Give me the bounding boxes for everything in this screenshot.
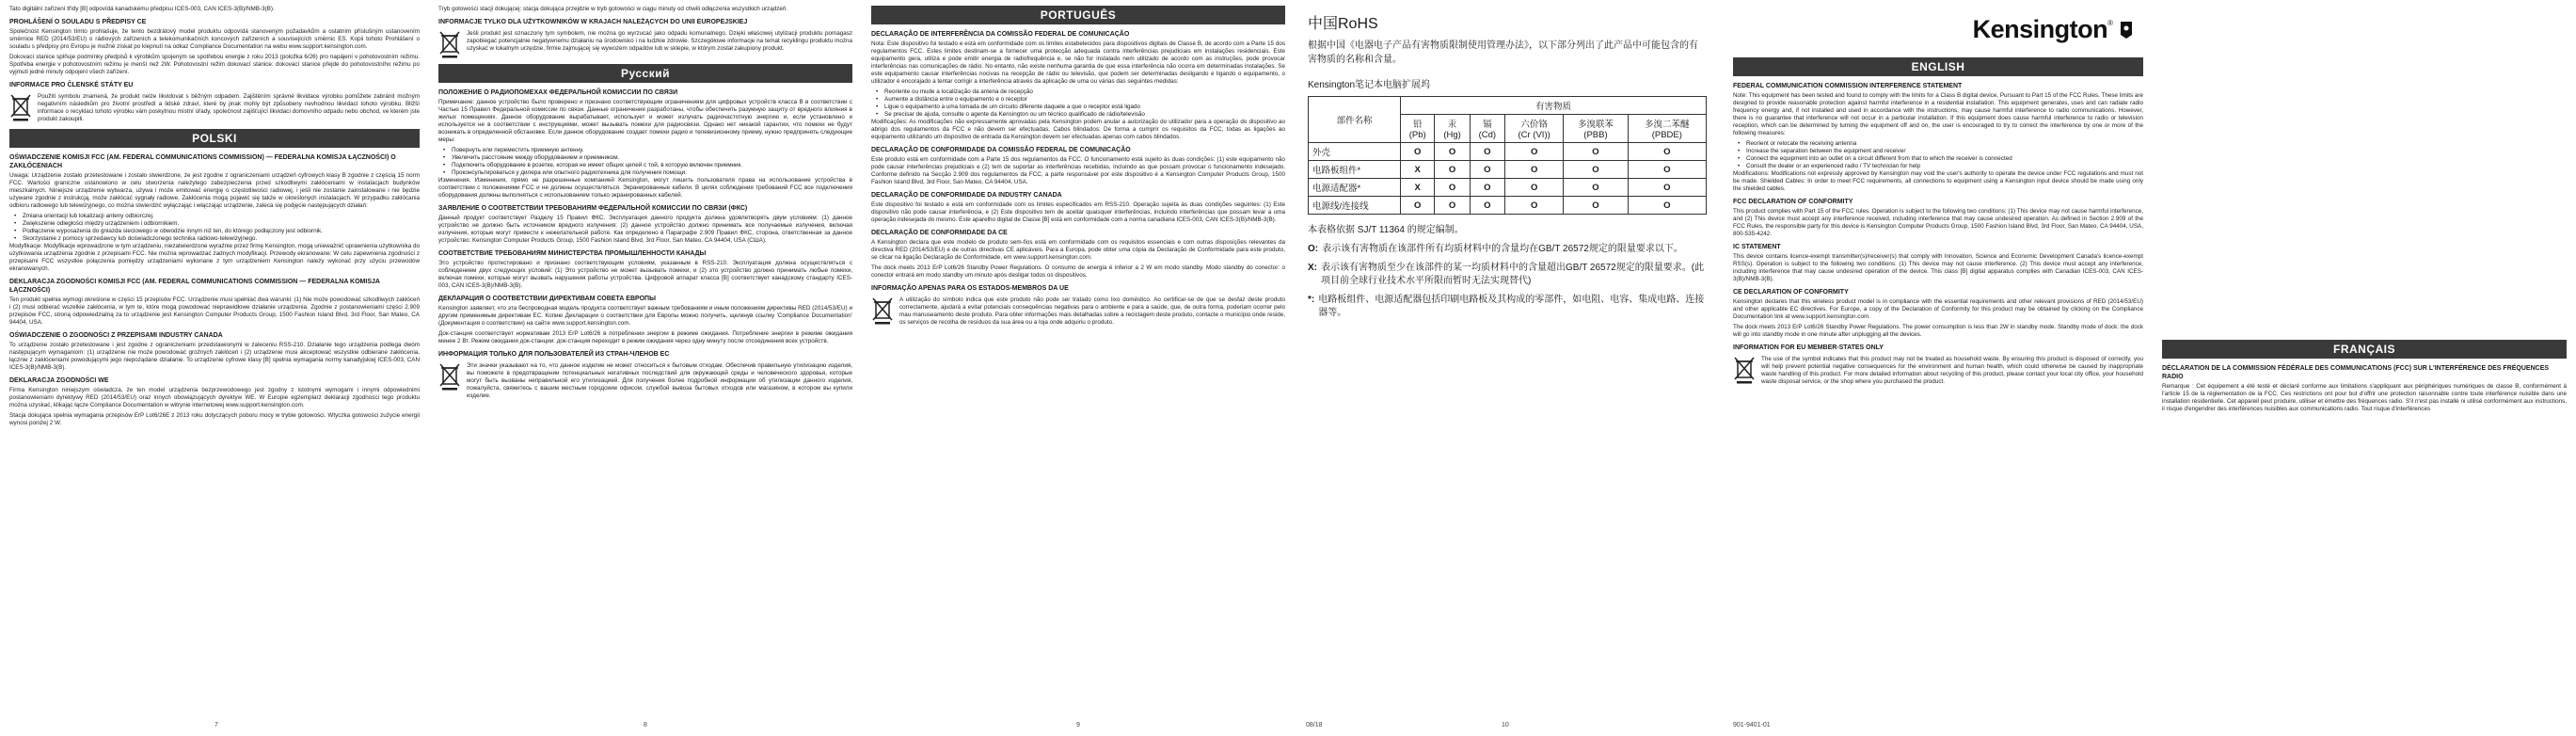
ic-heading: OŚWIADCZENIE O ZGODNOŚCI Z PRZEPISAMI INDUSTRY CANADA <box>9 332 223 339</box>
rohs-note-key: O: <box>1308 244 1319 254</box>
rohs-cell: O <box>1564 179 1628 197</box>
fcc-text: Nota: Este dispositivo foi testado e está em conformidade com os limites estabelecidos para dispositivos digitais de Classe B, de acordo com a Parte 15 dos regulamentos FCC. Estes limites destinam-se a fornecer uma protecção adequada contra interferências prejudiciais em instalações residenciais. Este equipamento gera, utiliza e pode emitir energia de radiofrequência e, se não for instalado nem utilizado de acordo com as instruções, pode provocar interferências nas comunicações de rádio. No entanto, não existe nenhuma garantia de que essa interferência não ocorra em determinadas instalações. Se este equipamento causar interferências nocivas na recepção de rádio ou televisão, que podem ser determinadas desligando e ligando o equipamento, o utilizador é encorajado a tentar corrigir a interferência através da aplicação de uma ou várias das seguintes medidas: <box>871 40 1285 85</box>
standby-text: Tryb gotowości stacji dokującej: stacja dokująca przejdzie w tryb gotowości w ciągu minuty od chwili odłączenia wszystkich urządzeń. <box>438 6 788 12</box>
rohs-part-name: 外壳 <box>1309 143 1401 161</box>
section-banner-russian: Русский <box>438 64 852 83</box>
rohs-col-group: 有害物质 <box>1401 97 1707 115</box>
weee-block <box>438 30 852 58</box>
fcc-text: Uwaga: Urządzenie zostało przetestowane i zostało stwierdzone, że jest zgodne z ograniczeniami urządzeń cyfrowych klasy B zgodnie z częścią 15 norm FCC. Wartości graniczne ustanowiono w celu stworzenia należytego zabezpieczenia przed szkodliwymi zakłóceniami w instalacjach budynków mieszkalnych. Niniejsze urządzenie wytwarza, używa i może emitować energię o częstotliwości radiowej, i jeśli nie zostanie zainstalowane i nie będzie używane zgodnie z instrukcją, może zakłócać sygnały radiowe. Zakłócenia mogą pojawić się także w określonych instalacjach. W przypadku zakłócania odbioru radiowego lub telewizyjnego, co można stwierdzić wyłączając i włączając urządzenie, zaleca się podjęcie następujących działań: <box>9 172 420 209</box>
ce-doc-text: A Kensington declara que este modelo de produto sem-fios está em conformidade com os requisitos essenciais e com outras disposições relevantes da directiva RED (2014/53/EU) e de outras directivas CE aplicáveis. Para a Europa, pode obter uma cópia da Declaração de Conformidade para este produto, se clicar na ligação Declaração de Conformidade, em www.support.kensington.com. <box>871 239 1285 261</box>
ce-doc-text: Firma Kensington niniejszym oświadcza, że ten model urządzenia bezprzewodowego jest zgodny z istotnymi wymogami i innymi odpowiednimi postanowieniami dyrektywy RED (2014/53/EU) oraz innych obowiązujących dyrektyw WE. W Europie egzemplarz deklaracji zgodności tego produktu można uzyskać, klikając łącze Compliance Documentation w witrynie internetowej www.support.kensington.com. <box>9 387 420 408</box>
ce-doc-text: Kensington declares that this wireless product model is in compliance with the essential requirements and other relevant provisions of RED (2014/53/EU) and other applicable EC directives. For Europe, a copy of the Declaration of Conformity for this product may be obtained by clicking on the Compliance Documentation link at www.support.kensington.com. <box>1733 298 2143 320</box>
page-french <box>2153 0 2576 736</box>
ic-heading: DECLARAÇÃO DE CONFORMIDADE DA INDUSTRY CANADA <box>871 192 1062 199</box>
rohs-cell: O <box>1470 197 1504 215</box>
rohs-col-substance: 多溴二苯醚 (PBDE) <box>1628 115 1706 143</box>
modifications-text: Изменения. Изменения, прямо не разрешенные компанией Kensington, могут лишить пользователя права на использование устройства в соответствии с положениями FCC и не должны осуществляться. Экранированные кабели. В целях соблюдения требований FCC все подключения оборудования должны выполняться с использованием только экранированных кабелей. <box>438 177 852 199</box>
rohs-row <box>1309 197 1707 215</box>
rohs-product-name: Kensington笔记本电脑扩展坞 <box>1308 80 1431 90</box>
rohs-part-name: 电路板组件* <box>1309 161 1401 179</box>
fcc-heading: ПОЛОЖЕНИЕ О РАДИОПОМЕХАХ ФЕДЕРАЛЬНОЙ КОМИССИИ ПО СВЯЗИ <box>438 89 678 96</box>
page-number: 8 <box>644 722 647 728</box>
ce-text: Společnost Kensington tímto prohlašuje, že tento bezdrátový model produktu odpovídá stanoveným požadavkům a ostatním příslušným ustanovením směrnice RED (2014/53/EU) o rádiových zařízeních a telekomunikačních koncových zařízeních a souvisejících směrnic ES. Kopii tohoto Prohlášení o souladu s předpisy pro Evropu je možné získat po klepnutí na odkaz Compliance Documentation na webu www.support.kensington.com. <box>9 28 420 50</box>
rohs-cell: O <box>1564 197 1628 215</box>
page-number: 7 <box>215 722 218 728</box>
rohs-note-text: 表示该有害物质至少在该部件的某一均质材料中的含量超出GB/T 26572规定的限量要求。(此项目前全球行业技术水平所限而暂时无法实现替代) <box>1321 263 1705 286</box>
rohs-row <box>1309 179 1707 197</box>
rohs-cell: O <box>1504 161 1563 179</box>
rohs-cell: O <box>1470 179 1504 197</box>
ce-doc-heading: CE DECLARATION OF CONFORMITY <box>1733 289 1849 296</box>
rohs-note-key: X: <box>1308 263 1317 273</box>
ic-text: To urządzenie zostało przetestowane i jest zgodne z ograniczeniami przedstawionymi w zaleceniu RSS-210. Działanie tego urządzenia podlega dwóm następującym wymaganiom: (1) urządzenie nie może powodować groźnych zakłóceń i (2) urządzenie musi akceptować wszystkie odbierane zakłócenia, łącznie z zakłóceniami powodującymi jego niepożądane działanie. To urządzenie cyfrowe klasy [B] spełnia wymagania normy kanadyjskiej ICES-003, CAN ICES-3(B)/NMB-3(B). <box>9 342 420 371</box>
page-number: 10 <box>1502 722 1509 728</box>
modifications-text: Modifications: Modifications not expressly approved by Kensington may void the user's authority to operate the device under FCC regulations and must not be made. Shielded Cables: In order to meet FCC requirements, all connections to equipment using a Kensington input device should be made using only the shielded cables. <box>1733 170 2143 192</box>
rohs-cell: O <box>1435 161 1470 179</box>
ic-text: This device contains licence-exempt transmitter(s)/receiver(s) that comply with Innovation, Science and Economic Development Canada's licence-exempt RSS(s). Operation is subject to the following two conditions: (1) This device may not cause interference. (2) This device must accept any interference, including interference that may cause undesired operation of the device. This class [B] digital apparatus complies with Canadian ICES-003, CAN ICES-3(B)/NMB-3(B). <box>1733 253 2143 282</box>
rohs-row <box>1309 161 1707 179</box>
rohs-cell: O <box>1470 143 1504 161</box>
rohs-col-substance: 铅 (Pb) <box>1401 115 1435 143</box>
bullet-item: • Podłączenie wyposażenia do gniazda sieciowego w obwodzie innym niż ten, do którego podłączony jest odbiornik. <box>9 228 420 235</box>
kensington-lock-icon <box>2117 20 2136 40</box>
rohs-title: 中国RoHS <box>1308 16 1378 32</box>
fcc-heading: DECLARAÇÃO DE INTERFERÊNCIA DA COMISSÃO FEDERAL DE COMUNICAÇÃO <box>871 31 1130 38</box>
eu-only-heading: INFORMAÇÃO APENAS PARA OS ESTADOS-MEMBROS DA UE <box>871 285 1069 292</box>
print-date: 08/18 <box>1306 722 1323 728</box>
bullet-item: • Reoriente ou mude a localização da antena de recepção <box>871 88 1285 96</box>
rohs-cell: O <box>1564 143 1628 161</box>
rohs-note-standard: 本表格依据 SJ/T 11364 的规定编制。 <box>1308 225 1464 235</box>
erp-text: Док-станция соответствует нормативам 2013 ErP Lot6/26 в потреблении энергии в режиме ожидания. Потребление энергии в режиме ожидания менее 2 Вт. Режим ожидания док-станции: док-станция переходит в режим ожидания через одну минуту после отсоединения всех устройств. <box>438 330 852 344</box>
rohs-col-substance: 汞 (Hg) <box>1435 115 1470 143</box>
bullet-item: • Increase the separation between the equipment and receiver <box>1733 148 2143 155</box>
ce-doc-heading: ДЕКЛАРАЦИЯ О СООТВЕТСТВИИ ДИРЕКТИВАМ СОВЕТА ЕВРОПЫ <box>438 296 656 302</box>
rohs-cell: O <box>1628 179 1706 197</box>
rohs-intro: 根据中国《电器电子产品有害物质限制使用管理办法》，以下部分列出了此产品中可能包含的有害物质的名称和含量。 <box>1308 40 1698 65</box>
weee-text: Použití symbolu znamená, že produkt nelze likvidovat s běžným odpadem. Zajištěním správné likvidace výrobku pomůžete zabránit možným negativním následkům pro životní prostředí a lidské zdraví, které by jinak mohly být způsobeny nevhodnou likvidací tohoto výrobku. Bližší informace o recyklaci tohoto výrobku vám poskytnou místní úřady, společnost zajišťující likvidaci domovního odpadu nebo obchod, ve kterém jste produkt zakoupili. <box>38 93 420 122</box>
page-8 <box>429 0 862 736</box>
page-10 <box>1295 0 1724 736</box>
rohs-note-o <box>1308 243 1707 256</box>
rohs-cell: O <box>1401 143 1435 161</box>
fcc-doc-text: Ten produkt spełnia wymogi określone w części 15 przepisów FCC. Urządzenie musi spełniać dwa warunki: (1) Nie może powodować szkodliwych zakłóceń i (2) musi odbierać wszelkie zakłócenia, w tym te, które mogą powodować nieprawidłowe działanie urządzenia. Zgodnie z postanowieniami części 2.909 przepisów FCC, stroną odpowiedzialną za to urządzenie jest Kensington Computer Products Group, 1500 Fashion Island Blvd, 3rd Floor, San Mateo, CA 94404, USA. <box>9 296 420 326</box>
weee-bin-icon <box>1733 356 1756 384</box>
bullet-item: • Zmiana orientacji lub lokalizacji anteny odbiorczej. <box>9 213 420 220</box>
rohs-cell: O <box>1435 179 1470 197</box>
bullet-item: • Reorient or relocate the receiving antenna <box>1733 140 2143 148</box>
ic-text: Это устройство протестировано и признано соответствующим условиям, указанным в RSS-210. Эксплуатация должна осуществляться с соблюдением двух следующих условий: (1) Это устройство не может вызывать помехи, и (2) это устройство должно принимать любые помехи, включая помехи, которые могут вызвать нарушения работы устройства. Цифровой аппарат класса [B] соответствует канадскому стандарту ICES-003, CAN ICES-3(B)/NMB-3(B). <box>438 260 852 289</box>
ce-heading: PROHLÁŠENÍ O SOULADU S PŘEDPISY CE <box>9 19 147 25</box>
weee-bin-icon <box>9 93 32 121</box>
modifications-text: Modyfikacje: Modyfikacje wprowadzone w tym urządzeniu, niezatwierdzone wyraźnie przez firmę Kensington, mogą unieważnić uprawnienia użytkownika do użytkowania urządzenia zgodnie z przepisami FCC. Nie można wprowadzać żadnych modyfikacji. Przewody ekranowane: W celu zapewnienia zgodności z przepisami FCC wszystkie połączenia pomiędzy urządzeniami wykonane z tym urządzeniem Kensington należy wykonać przy użyciu przewodów ekranowanych. <box>9 243 420 272</box>
ce-doc-heading: DECLARAÇÃO DE CONFORMIDADE DA CE <box>871 230 1008 236</box>
bullet-item: • Ligue o equipamento a uma tomada de um circuito diferente daquele a que o receptor está ligado <box>871 104 1285 111</box>
page-number: 9 <box>1076 722 1080 728</box>
fcc-doc-text: Данный продукт соответствует Разделу 15 Правил ФКС. Эксплуатация данного продукта должна удовлетворять двум условиям: (1) данное устройство не должно быть источником вредного излучения; (2) данное устройство должно принимать все получаемые излучения, включая излучения, которые могут привести к нежелательной работе. Как определено в Параграфе 2.909 Правил ФКС, сторона, ответственная за данное устройство: Kensington Computer Products Group, 1500 Fashion Island Blvd, 3rd Floor, San Mateo, CA 94404, USA (США). <box>438 215 852 244</box>
rohs-cell: O <box>1435 197 1470 215</box>
fcc-doc-heading: FCC DECLARATION OF CONFORMITY <box>1733 199 1853 205</box>
rohs-note-key: *: <box>1308 295 1315 305</box>
rohs-cell: X <box>1401 179 1435 197</box>
kensington-logo <box>1733 15 2136 44</box>
weee-text: Jeśli produkt jest oznaczony tym symbolem, nie można go wyrzucać jako odpadu komunalnego. Dzięki właściwej utylizacji produktu pomagasz zapobiegać potencjalnie negatywnemu działaniu na środowisko i na ludzkie zdrowie. Szczegółowe informacje na temat recyklingu produktu można uzyskać w lokalnym urzędzie, firmie zajmującej się wywozem odpadów lub w sklepie, w którym został zakupiony produkt. <box>467 30 852 52</box>
bullet-item: • Skorzystanie z pomocy sprzedawcy lub doświadczonego technika radiowo-telewizyjnego. <box>9 235 420 243</box>
rohs-part-name: 电源线/连接线 <box>1309 197 1401 215</box>
fcc-heading: OŚWIADCZENIE KOMISJI FCC (AM. FEDERAL COMMUNICATIONS COMMISSION) — FEDERALNA KOMISJA ŁĄCZNOŚCI) O ZAKŁÓCENIACH <box>9 154 396 169</box>
rohs-note-star <box>1308 294 1707 320</box>
bullet-item: • Проконсультироваться у дилера или опытного радиотехника для получения помощи. <box>438 169 852 177</box>
eu-heading: INFORMACJE TYLKO DLA UŻYTKOWNIKÓW W KRAJACH NALEŻĄCYCH DO UNII EUROPEJSKIEJ <box>438 19 748 25</box>
section-banner-francais: FRANÇAIS <box>2162 340 2567 359</box>
ic-heading: СООТВЕТСТВИЕ ТРЕБОВАНИЯМ МИНИСТЕРСТВА ПРОМЫШЛЕННОСТИ КАНАДЫ <box>438 250 707 257</box>
weee-block <box>9 93 420 123</box>
eu-only-heading: ИНФОРМАЦИЯ ТОЛЬКО ДЛЯ ПОЛЬЗОВАТЕЛЕЙ ИЗ СТРАН-ЧЛЕНОВ ЕС <box>438 351 670 358</box>
weee-block <box>1733 356 2143 386</box>
ices-text: Tato digitální zařízení třídy [B] odpovídá kanadskému předpisu ICES-003, CAN ICES-3(B)/NMB-3(B). <box>9 6 275 12</box>
rohs-col-substance: 多溴联苯 (PBB) <box>1564 115 1628 143</box>
rohs-part-name: 电源适配器* <box>1309 179 1401 197</box>
fcc-doc-heading: DECLARAÇÃO DE CONFORMIDADE DA COMISSÃO FEDERAL DE COMUNICAÇÃO <box>871 147 1131 153</box>
erp-text: Stacja dokująca spełnia wymagania przepisów ErP Lot6/26E z 2013 roku dotyczących poboru mocy w trybie gotowości. Wtyczka gotowości zużycie energii wynosi poniżej 2 W. <box>9 412 420 426</box>
fcc-doc-text: This product complies with Part 15 of the FCC rules. Operation is subject to the following two conditions: (1) This device may not cause harmful interference, and (2) This device must accept any interference received, including interference that may cause undesired operation. As defined in Section 2.909 of the FCC Rules, the responsible party for this device is Kensington Computer Products Group, 1500 Fashion Island Blvd, 3rd Floor, San Mateo, CA 94404, USA, 800-535-4242. <box>1733 208 2143 237</box>
page-9 <box>862 0 1295 736</box>
ic-heading: IC STATEMENT <box>1733 244 1781 250</box>
rohs-col-substance: 六价铬 (Cr (VI)) <box>1504 115 1563 143</box>
fcc-text: Note: This equipment has been tested and found to comply with the limits for a Class B digital device, Pursuant to Part 15 of the FCC Rules. These limits are designed to provide reasonable protection against harmful interference in a residential installation. This equipment generates, uses and can radiate radio frequency energy and, if not installed and used in accordance with the instructions, may cause harmful interference to radio communications. However, there is no guarantee that interference will not occur in a particular installation. If this equipment does cause harmful interference to radio or television reception, which can be determined by turning the equipment off and on, the user is encouraged to try to correct the interference by one or more of the following measures: <box>1733 92 2143 136</box>
section-banner-english: ENGLISH <box>1733 57 2143 76</box>
rohs-note-x <box>1308 262 1707 288</box>
weee-bin-icon <box>438 30 461 58</box>
rohs-cell: O <box>1628 143 1706 161</box>
part-number: 901-9401-01 <box>1733 722 1771 728</box>
eu-only-heading: INFORMATION FOR EU MEMBER-STATES ONLY <box>1733 344 1884 351</box>
fcc-text: Remarque : Cet équipement a été testé et déclaré conforme aux limitations s'appliquant aux périphériques numériques de classe B, conformément à l'article 15 de la réglementation de la FCC. Ces restrictions ont pour but d'offrir une protection raisonnable contre toute interférence nuisible dans une installation résidentielle. Cet appareil peut produire, utiliser et émettre des fréquences radio. S'il n'est pas installé ni utilisé conformément aux instructions, il risque d'engendrer des interférences nuisibles aux communications radio. Tout risque d'interférences <box>2162 383 2567 412</box>
ce-doc-text: Kensington заявляет, что эта беспроводная модель продукта соответствует важным требованиям и иным положениям директивы RED (2014/53/EU) и другим применимым директивам ЕС. Копию Декларации о соответствии для Европы можно получить, щелкнув ссылку 'Compliance Documentation' (Документация о соответствии) на сайте www.support.kensington.com. <box>438 305 852 327</box>
fcc-doc-heading: ЗАЯВЛЕНИЕ О СООТВЕТСТВИИ ТРЕБОВАНИЯМ ФЕДЕРАЛЬНОЙ КОМИССИИ ПО СВЯЗИ (ФКС) <box>438 205 748 212</box>
rohs-note-text: 表示该有害物质在该部件所有均质材料中的含量均在GB/T 26572规定的限量要求以下。 <box>1322 244 1683 254</box>
bullet-item: • Aumente a distância entre o equipamento e o receptor <box>871 96 1285 104</box>
rohs-cell: O <box>1504 197 1563 215</box>
bullet-item: • Повернуть или переместить приемную антенну. <box>438 147 852 154</box>
ic-text: Este dispositivo foi testado e está em conformidade com os limites especificados em RSS-210. Operação sujeita às duas condições seguintes: (1) Este dispositivo não pode causar interferência, e (2) Este dispositivo tem de aceitar quaisquer interferências, incluindo interferências que possam levar a uma operação indesejada do mesmo. Este aparelho digital de Classe [B] está em conformidade com a norma canadiana ICES-003, CAN ICES-3(B)/NMB-3(B). <box>871 201 1285 223</box>
rohs-cell: O <box>1401 197 1435 215</box>
weee-text: The use of the symbol indicates that this product may not be treated as household waste. By ensuring this product is disposed of correctly, you will help prevent potential negative consequences for the environment and human health, which could otherwise be caused by inappropriate waste handling of this product. For more detailed information about recycling of this product, please contact your local city office, your household waste disposal service, or the shop where you purchased the product. <box>1761 356 2143 385</box>
rohs-row <box>1309 143 1707 161</box>
rohs-col-part: 部件名称 <box>1309 97 1401 143</box>
page-english <box>1724 0 2153 736</box>
rohs-note-text: 电路板组件、电源适配器包括印刷电路板及其构成的零部件，如电阻、电容、集成电路、连接器等。 <box>1318 295 1705 318</box>
standby-text: Dokovací stanice splňuje podmínky předpisů k výrobkům spojeným se spotřebou energie z roku 2013 (položka 6/26) pro napájení v pohotovostním režimu. Spotřeba energie v pohotovostním režimu je menší než 2W. Pohotovostní režim dokovací stanice: dokovací stanice přejde do pohotovostního režimu po vyjmutí jedné minuty odpojení všech zařízení. <box>9 54 420 75</box>
rohs-cell: O <box>1564 161 1628 179</box>
weee-bin-icon <box>871 296 894 325</box>
fcc-doc-heading: DEKLARACJA ZGODNOŚCI KOMISJI FCC (AM. FEDERAL COMMUNICATIONS COMMISSION — FEDERALNA KOMISJA ŁĄCZNOŚCI) <box>9 279 380 294</box>
section-banner-polski: POLSKI <box>9 129 420 148</box>
bullet-item: • Consult the dealer or an experienced radio / TV technician for help <box>1733 163 2143 170</box>
rohs-col-substance: 镉 (Cd) <box>1470 115 1504 143</box>
bullet-item: • Se precisar de ajuda, consulte o agente da Kensington ou um técnico qualificado de rádio/televisão <box>871 111 1285 119</box>
modifications-text: Modificações: As modificações não expressamente aprovadas pela Kensington podem anular a autorização do utilizador para a operação do dispositivo ao abrigo dos regulamentos da FCC e não devem ser efectuadas. Cabos blindados: De forma a cumprir os requisitos da FCC, todas as ligações ao equipamento utilizando um dispositivo de entrada da Kensington devem ser efectuadas apenas com cabos blindados. <box>871 119 1285 140</box>
bullet-item: • Увеличить расстояние между оборудованием и приемником. <box>438 154 852 162</box>
rohs-cell: X <box>1401 161 1435 179</box>
bullet-item: • Connect the equipment into an outlet on a circuit different from that to which the receiver is connected <box>1733 155 2143 163</box>
page-7 <box>0 0 429 736</box>
weee-text: Эти значки указывают на то, что данное изделие не может относиться к бытовым отходам. Обеспечив правильную утилизацию изделия, вы поможете в предотвращении потенциальных негативных последствий для окружающей среды и человеческого здоровья, которые могут быть вызваны неправильной его утилизацией. Для получения более подробной информации об утилизации данного изделия, пожалуйста, свяжитесь с вашим местным городским офисом, службой вывоза бытовых отходов или магазином, в котором вы купили изделие. <box>467 362 852 399</box>
logo-registered: ® <box>2107 19 2113 27</box>
fcc-text: Примечание: данное устройство было проверено и признано соответствующим ограничениям для цифровых устройств класса B в соответствии с Частью 15 Правил Федеральной комиссии по связи. Данные ограничения разработаны, чтобы обеспечить разумную защиту от вредного влияния в жилых помещениях. Данное оборудование вырабатывает, использует и может излучать радиочастотную энергию и, если установлено и используется не в соответствии с инструкциями, может вызывать помехи для радиосвязи. Однако нет никакой гарантии, что помехи не будут возникать в определенной обстановке. Если данное оборудование создает помехи радио и телевизионному приему, нужно предпринять следующие меры: <box>438 99 852 143</box>
weee-bin-icon <box>438 362 461 391</box>
fcc-heading: FEDERAL COMMUNICATION COMMISSION INTERFERENCE STATEMENT <box>1733 83 1963 89</box>
section-banner-portugues: PORTUGUÊS <box>871 6 1285 24</box>
rohs-cell: O <box>1470 161 1504 179</box>
bullet-item: • Подключить оборудование в розетке, которая не имеет общих цепей с той, в которую включен приемник. <box>438 162 852 169</box>
weee-block <box>438 362 852 400</box>
ce-doc-heading: DEKLARACJA ZGODNOŚCI WE <box>9 377 109 384</box>
weee-block <box>871 296 1285 327</box>
fcc-heading: DÉCLARATION DE LA COMMISSION FÉDÉRALE DES COMMUNICATIONS (FCC) SUR L'INTERFÉRENCE DES FRÉQUENCES RADIO <box>2162 365 2550 380</box>
eu-heading: INFORMACE PRO ČLENSKÉ STÁTY EU <box>9 82 134 88</box>
rohs-cell: O <box>1628 161 1706 179</box>
fcc-doc-text: Este produto está em conformidade com a Parte 15 dos regulamentos da FCC. O funcionamento está sujeito às duas condições: (1) este equipamento não pode causar interferências prejudiciais e (2) tem de suportar as interferências recebidas, incluindo as que possam provocar o funcionamento indesejado. Conforme definido na Secção 2.909 dos regulamentos da FCC, a parte responsável por este dispositivo é a Kensington Computer Products Group, 1500 Fashion Island Blvd, 3rd Floor, San Mateo, CA 94404, USA. <box>871 156 1285 185</box>
weee-text: A utilização do símbolo indica que este produto não pode ser tratado como lixo doméstico. Ao certificar-se de que se desfaz deste produto correctamente, ajudará a evitar potenciais consequências negativas para o ambiente e para a saúde, que, de outra forma, poderiam ocorrer pelo mau manuseamento deste produto. Para obter informações mais detalhadas sobre a reciclagem deste produto, contacte o município onde reside, os serviços de recolha de resíduos da sua área ou a loja onde adquiriu o produto. <box>899 296 1285 326</box>
erp-text: The dock meets 2013 ErP Lot6/26 Standby Power Regulations. O consumo de energia é inferior a 2 W em modo standby. Modo standby do conector: o conector entrará em modo standby um minuto após desligar todos os dispositivos. <box>871 264 1285 279</box>
bullet-item: • Zwiększenie odległości między urządzeniem i odbiornikiem. <box>9 220 420 228</box>
rohs-cell: O <box>1435 143 1470 161</box>
rohs-table <box>1308 96 1707 215</box>
rohs-cell: O <box>1504 143 1563 161</box>
erp-text: The dock meets 2013 ErP Lot6/26 Standby Power Regulations. The power consumption is less than 2W in standby mode. Standby mode of dock: the dock will go into standby mode in one minute after unplugging all the devices. <box>1733 324 2143 338</box>
rohs-cell: O <box>1628 197 1706 215</box>
rohs-cell: O <box>1504 179 1563 197</box>
logo-text: Kensington <box>1972 15 2108 43</box>
